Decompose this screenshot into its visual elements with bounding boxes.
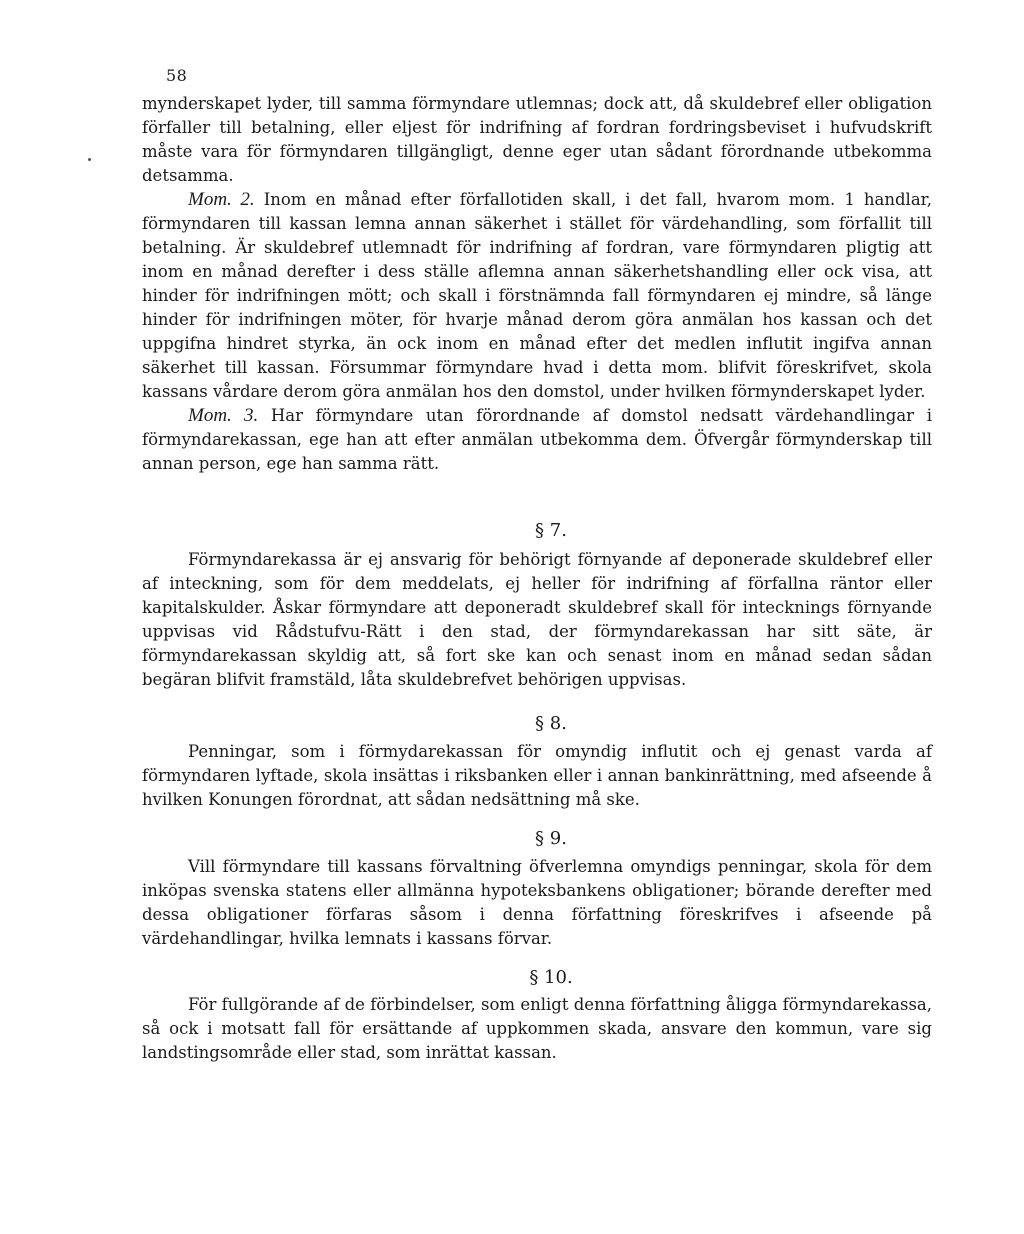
section-10-heading: § 10. xyxy=(529,967,573,988)
continued-section-text xyxy=(142,92,932,476)
mom-2-label: Mom. 2. xyxy=(188,189,255,210)
section-7-heading: § 7. xyxy=(535,520,567,541)
mom-2-text: Inom en månad efter förfallotiden skall, i det fall, hvarom mom. 1 handlar, förmyndaren till kassan lemna annan säkerhet i stället för värdehandling, som förfallit till betalning. Är skuldebref utlemnadt för indrifning af fordran, vare förmyndaren pligtig att inom en månad derefter i dess ställe aflemna annan säkerhetshandling eller ock visa, att hinder för indrifningen mött; och skall i förstnämnda fall förmyndaren ej mindre, så länge hinder för indrifningen möter, för hvarje månad derom göra anmälan hos kassan och det uppgifna hindret styrka, än ock inom en månad efter det medlen influtit ingifva annan säkerhet till kassan. Försummar förmyndare hvad i detta mom. blifvit föreskrifvet, skola kassans vårdare derom göra anmälan hos den domstol, under hvilken förmynderskapet lyder. xyxy=(142,190,932,401)
section-8-body xyxy=(142,740,932,812)
section-8-heading: § 8. xyxy=(535,713,567,734)
page-number: 58 xyxy=(166,66,188,85)
scan-speck xyxy=(88,158,91,161)
section-10-paragraph: För fullgörande af de förbindelser, som enligt denna författning åligga förmyndarekassa, så ock i motsatt fall för ersättande af uppkommen skada, ansvare den kommun, vare sig landstingsområde eller stad, som inrättat kassan. xyxy=(142,995,932,1062)
paragraph-continuation: mynderskapet lyder, till samma förmyndare utlemnas; dock att, då skuldebref eller obligation förfaller till betalning, eller eljest för indrifning af fordran fordringsbeviset i hufvudskrift måste vara för förmyndaren tillgängligt, denne eger utan sådant förordnande utbekomma detsamma. xyxy=(142,94,932,185)
section-7-paragraph: Förmyndarekassa är ej ansvarig för behörigt förnyande af deponerade skuldebref eller af inteckning, som för dem meddelats, ej heller för indrifning af förfallna räntor eller kapitalskulder. Åskar förmyndare att deponeradt skuldebref skall för intecknings förnyande uppvisas vid Rådstufvu-Rätt i den stad, der förmyndarekassan har sitt säte, är förmyndarekassan skyldig att, så fort ske kan och senast inom en månad sedan sådan begäran blifvit framstäld, låta skuldebrefvet behörigen uppvisas. xyxy=(142,550,932,689)
section-10-body xyxy=(142,993,932,1065)
paragraph-mom-2 xyxy=(142,188,932,404)
mom-3-text: Har förmyndare utan förordnande af domstol nedsatt värdehandlingar i förmyndarekassan, ege han att efter anmälan utbekomma dem. Öfvergår förmynderskap till annan person, ege han samma rätt. xyxy=(142,406,932,473)
section-9-paragraph: Vill förmyndare till kassans förvaltning öfverlemna omyndigs penningar, skola för dem inköpas svenska statens eller allmänna hypoteksbankens obligationer; börande derefter med dessa obligationer förfaras såsom i denna författning föreskrifves i afseende på värdehandlingar, hvilka lemnats i kassans förvar. xyxy=(142,857,932,948)
section-9-heading: § 9. xyxy=(535,828,567,849)
section-8-paragraph: Penningar, som i förmydarekassan för omyndig influtit och ej genast varda af förmyndaren lyftade, skola insättas i riksbanken eller i annan bankinrättning, med afseende å hvilken Konungen förordnat, att sådan nedsättning må ske. xyxy=(142,742,932,809)
section-9-body xyxy=(142,855,932,951)
paragraph-mom-3 xyxy=(142,404,932,476)
mom-3-label: Mom. 3. xyxy=(188,405,259,426)
section-7-body xyxy=(142,548,932,692)
